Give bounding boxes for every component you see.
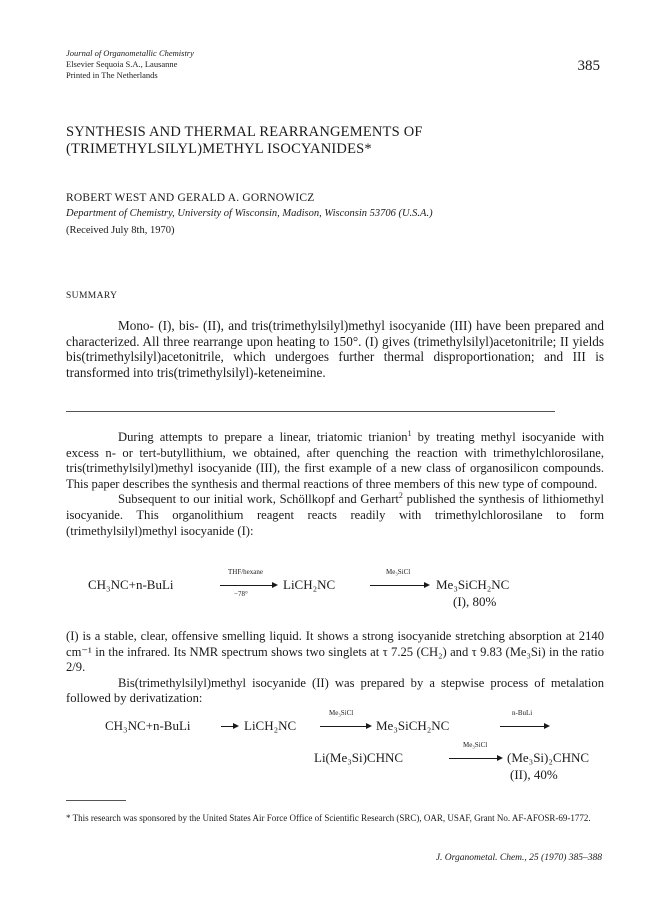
title-line-2: (TRIMETHYLSILYL)METHYL ISOCYANIDES*	[66, 141, 372, 157]
eq2-reactants: CH₃NC+n-BuLi	[105, 718, 191, 733]
eq1-product: Me₃SiCH₂NC	[436, 577, 510, 592]
eq2-arrow-2	[320, 726, 368, 727]
eq1-arrow-1	[220, 585, 274, 586]
eq1-intermediate: LiCH₂NC	[283, 577, 336, 592]
received-date: (Received July 8th, 1970)	[66, 225, 175, 236]
affiliation: Department of Chemistry, University of Wisconsin, Madison, Wisconsin 53706 (U.S.A.)	[66, 208, 433, 219]
footnote: * This research was sponsored by the United States Air Force Office of Scientific Research (SRC), OAR, USAF, Grant No. AF-AFOSR-69-1772.	[66, 813, 591, 823]
eq1-conditions-2: Me₃SiCl	[386, 568, 411, 576]
title-line-1: SYNTHESIS AND THERMAL REARRANGEMENTS OF	[66, 124, 423, 140]
eq1-arrowhead-2	[424, 582, 430, 588]
eq2-yield: (II), 40%	[510, 767, 558, 782]
eq1-reactants: CH₃NC+n-BuLi	[88, 577, 174, 592]
eq1-conditions-1: THF/hexane	[228, 568, 263, 576]
eq2-conditions-1: Me₃SiCl	[329, 709, 354, 717]
section-divider	[66, 411, 606, 412]
divider-gap	[555, 411, 606, 412]
eq1-yield: (I), 80%	[453, 594, 497, 609]
summary	[66, 318, 604, 380]
eq2-intermediate-1: LiCH₂NC	[244, 718, 297, 733]
eq2-conditions-3: Me₃SiCl	[463, 741, 488, 749]
journal-name: Journal of Organometallic Chemistry	[66, 48, 194, 58]
eq1-arrowhead-1	[272, 582, 278, 588]
reference-2: 2	[398, 491, 403, 501]
body-continued	[66, 629, 604, 707]
body-intro	[66, 430, 604, 539]
journal-header	[66, 48, 194, 81]
reference-1: 1	[407, 428, 412, 438]
eq1-temperature: −78°	[234, 590, 248, 598]
eq2-arrowhead-3	[544, 723, 550, 729]
footnote-divider	[66, 800, 126, 801]
paragraph-4: Bis(trimethylsilyl)methyl isocyanide (II) was prepared by a stepwise process of metalation followed by derivatization:	[66, 675, 604, 706]
eq2-intermediate-2: Me₃SiCH₂NC	[376, 718, 450, 733]
eq2-arrow-3	[500, 726, 546, 727]
eq2-arrowhead-4	[497, 755, 503, 761]
eq2-product: (Me₃Si)₂CHNC	[507, 750, 590, 765]
publisher: Elsevier Sequoia S.A., Lausanne	[66, 59, 178, 69]
paragraph-2: Subsequent to our initial work, Schöllkopf and Gerhart$^2$ published the synthesis of lithiomethyl isocyanide. This organolithium reagent reacts readily with trimethylchlorosilane to form (trimethylsilyl)methyl isocyanide (I):	[66, 491, 604, 538]
eq2-intermediate-3: Li(Me₃Si)CHNC	[314, 750, 404, 765]
eq2-arrowhead-1	[233, 723, 239, 729]
paragraph-1: During attempts to prepare a linear, triatomic trianion$^1$ by treating methyl isocyanide with excess n- or tert-butyllithium, we obtained, after quenching the reaction with trimethylchlorosilane, tris(trimethylsilyl)methyl isocyanide (III), the first example of a new class of organosilicon compounds. This paper describes the synthesis and thermal reactions of three members of this new type of compound.	[66, 428, 604, 491]
paragraph-3: (I) is a stable, clear, offensive smelling liquid. It shows a strong isocyanide stretching absorption at 2140 cm⁻¹ in the infrared. Its NMR spectrum shows two singlets at τ 7.25 (CH₂) and τ 9.83 (Me₃Si) in the ratio 2/9.	[66, 629, 604, 675]
eq2-arrowhead-2	[366, 723, 372, 729]
page-number: 385	[577, 58, 600, 74]
eq2-conditions-2: n-BuLi	[512, 709, 533, 717]
journal-citation: J. Organometal. Chem., 25 (1970) 385–388	[435, 853, 602, 863]
eq2-arrow-4	[449, 758, 499, 759]
summary-heading: SUMMARY	[66, 291, 118, 301]
printed-in: Printed in The Netherlands	[66, 70, 158, 80]
summary-text: Mono- (I), bis- (II), and tris(trimethylsilyl)methyl isocyanide (III) have been prepared and characterized. All three rearrange upon heating to 150°. (I) gives (trimethylsilyl)acetonitrile; II yields bis(trimethylsilyl)acetonitrile, which undergoes further thermal disproportionation; and III is transformed into tris(trimethylsilyl)-keteneimine.	[66, 318, 604, 380]
authors: ROBERT WEST AND GERALD A. GORNOWICZ	[66, 192, 315, 204]
eq1-arrow-2	[370, 585, 426, 586]
article-title	[66, 124, 586, 158]
